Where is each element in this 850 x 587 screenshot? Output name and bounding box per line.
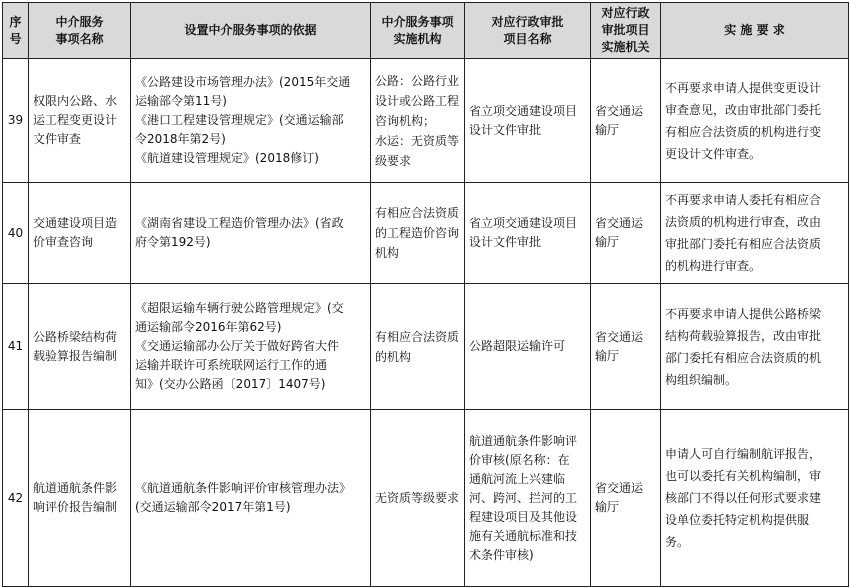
item-name-cell: 交通建设项目造 价审查咨询 xyxy=(29,183,131,284)
requirement-cell: 不再要求申请人委托有相应合 法资质的机构进行审查，改由 审批部门委托有相应合法资质 的机构进行审查。 xyxy=(661,183,849,284)
basis-cell: 《湖南省建设工程造价管理办法》(省政 府令第192号) xyxy=(131,183,371,284)
agency-cell: 公路：公路行业 设计或公路工程 咨询机构； 水运：无资质等 级要求 xyxy=(371,59,465,183)
row-number: 41 xyxy=(3,284,29,410)
authority-cell: 省交通运 输厅 xyxy=(591,410,661,587)
header-cell: 对应行政 审批项目 实施机关 xyxy=(591,3,661,59)
header-row xyxy=(3,3,849,59)
agency-cell: 有相应合法资质 的机构 xyxy=(371,284,465,410)
row-number: 39 xyxy=(3,59,29,183)
basis-cell: 《超限运输车辆行驶公路管理规定》(交 通运输部令2016年第62号) 《交通运输部办公厅关于做好跨省大件 运输并联许可系统联网运行工作的通 知》(交办公路函〔2017〕1407号) xyxy=(131,284,371,410)
table-row xyxy=(3,59,849,183)
approval-item-cell: 航道通航条件影响评 价审核(原名称：在 通航河流上兴建临 河、跨河、拦河的工 程建设项目及其他设 施有关通航标准和技 术条件审核) xyxy=(465,410,591,587)
approval-item-cell: 省立项交通建设项目 设计文件审批 xyxy=(465,59,591,183)
authority-cell: 省交通运 输厅 xyxy=(591,59,661,183)
item-name-cell: 公路桥梁结构荷 载验算报告编制 xyxy=(29,284,131,410)
item-name-cell: 航道通航条件影 响评价报告编制 xyxy=(29,410,131,587)
header-cell: 对应行政审批 项目名称 xyxy=(465,3,591,59)
requirement-cell: 申请人可自行编制航评报告， 也可以委托有关机构编制，审 核部门不得以任何形式要求建 设单位委托特定机构提供服 务。 xyxy=(661,410,849,587)
authority-cell: 省交通运 输厅 xyxy=(591,183,661,284)
header-cell: 中介服务 事项名称 xyxy=(29,3,131,59)
header-cell: 实 施 要 求 xyxy=(661,3,849,59)
table-row xyxy=(3,183,849,284)
basis-cell: 《公路建设市场管理办法》(2015年交通 运输部令第11号) 《港口工程建设管理规定》(交通运输部 令2018年第2号) 《航道建设管理规定》(2018修订) xyxy=(131,59,371,183)
agency-cell: 无资质等级要求 xyxy=(371,410,465,587)
agency-cell: 有相应合法资质 的工程造价咨询 机构 xyxy=(371,183,465,284)
authority-cell: 省交通运 输厅 xyxy=(591,284,661,410)
header-cell: 序 号 xyxy=(3,3,29,59)
approval-item-cell: 公路超限运输许可 xyxy=(465,284,591,410)
table-row xyxy=(3,284,849,410)
approval-item-cell: 省立项交通建设项目 设计文件审批 xyxy=(465,183,591,284)
row-number: 40 xyxy=(3,183,29,284)
requirement-cell: 不再要求申请人提供变更设计 审查意见，改由审批部门委托 有相应合法资质的机构进行变 更设计文件审查。 xyxy=(661,59,849,183)
basis-cell: 《航道通航条件影响评价审核管理办法》 (交通运输部令2017年第1号) xyxy=(131,410,371,587)
row-number: 42 xyxy=(3,410,29,587)
item-name-cell: 权限内公路、水 运工程变更设计 文件审查 xyxy=(29,59,131,183)
header-cell: 设置中介服务事项的依据 xyxy=(131,3,371,59)
header-cell: 中介服务事项 实施机构 xyxy=(371,3,465,59)
table-row xyxy=(3,410,849,587)
service-items-table xyxy=(2,2,849,587)
requirement-cell: 不再要求申请人提供公路桥梁 结构荷载验算报告，改由审批 部门委托有相应合法资质的机 构组织编制。 xyxy=(661,284,849,410)
